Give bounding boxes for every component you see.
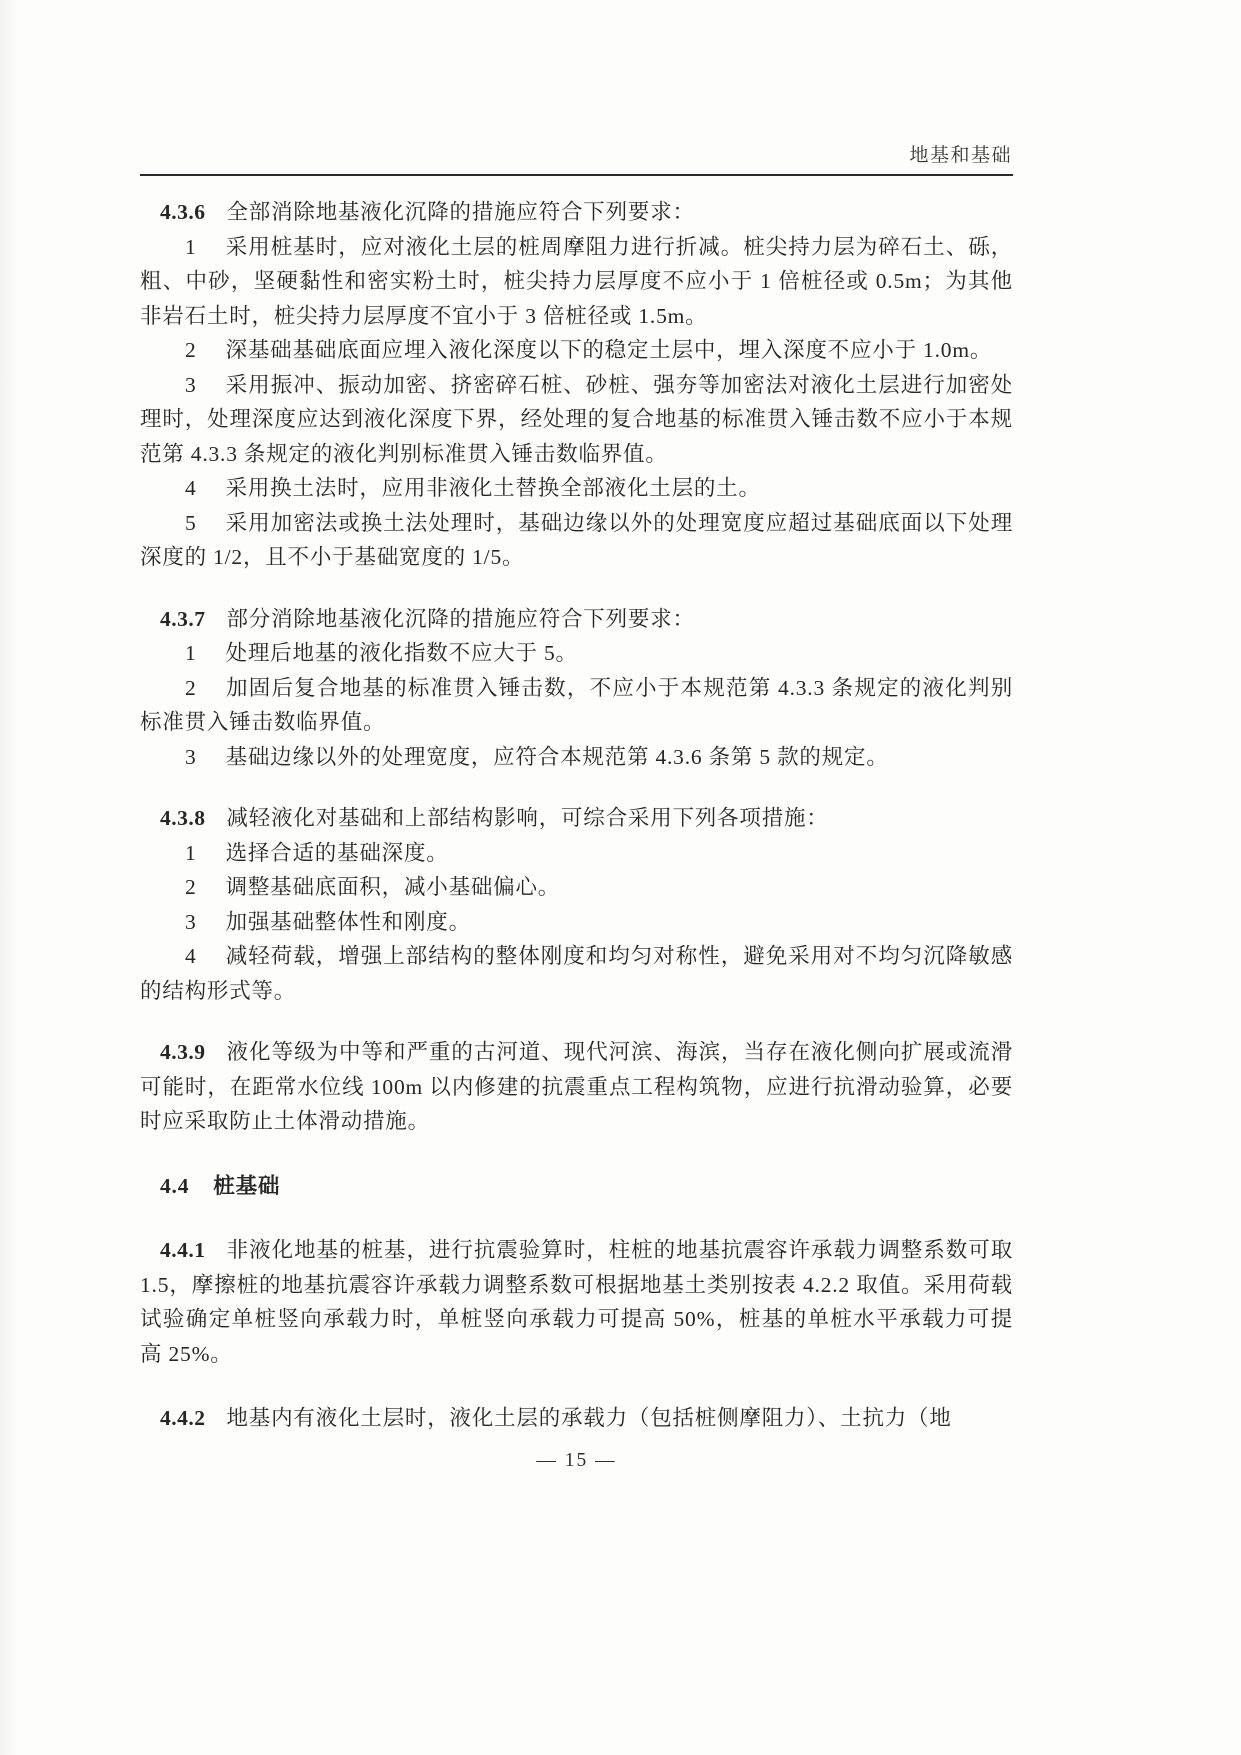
item-number: 3 (185, 909, 197, 934)
clause-text: 全部消除地基液化沉降的措施应符合下列要求： (226, 200, 695, 224)
item-4-3-6-4 (140, 471, 1013, 506)
item-4-3-8-2 (140, 870, 1013, 905)
clause-text: 非液化地基的桩基，进行抗震验算时，柱桩的地基抗震容许承载力调整系数可取 1.5，摩擦桩的地基抗震容许承载力调整系数可根据地基土类别按表 4.2.2 取值。采用荷载试验确定单桩竖向承载力时，单桩竖向承载力可提高 50%，桩基的单桩水平承载力可提高 25%。 (140, 1238, 1013, 1366)
item-text: 基础边缘以外的处理宽度，应符合本规范第 4.3.6 条第 5 款的规定。 (225, 744, 889, 769)
item-text: 选择合适的基础深度。 (225, 840, 449, 865)
clause-text: 液化等级为中等和严重的古河道、现代河滨、海滨，当存在液化侧向扩展或流滑可能时，在距常水位线 100m 以内修建的抗震重点工程构筑物，应进行抗滑动验算，必要时应采取防止土体滑动措施。 (140, 1040, 1013, 1133)
item-text: 采用振冲、振动加密、挤密碎石桩、砂桩、强夯等加密法对液化土层进行加密处理时，处理深度应达到液化深度下界，经处理的复合地基的标准贯入锤击数不应小于本规范第 4.3.3 条规定的液化判别标准贯入锤击数临界值。 (140, 372, 1013, 466)
section-number: 4.4 (160, 1173, 190, 1198)
clause-4-3-7 (140, 602, 1013, 637)
item-number: 3 (185, 744, 197, 769)
clause-4-4-1 (140, 1233, 1013, 1371)
item-4-3-6-2 (140, 333, 1013, 368)
item-number: 4 (185, 944, 197, 968)
item-4-3-6-5 (140, 506, 1013, 575)
item-number: 3 (185, 372, 197, 397)
item-4-3-8-4 (140, 939, 1013, 1008)
item-4-3-6-3 (140, 368, 1013, 472)
clause-text: 部分消除地基液化沉降的措施应符合下列要求： (226, 606, 695, 631)
item-number: 5 (185, 510, 197, 535)
clause-number: 4.3.7 (160, 606, 206, 631)
item-number: 2 (185, 675, 197, 700)
item-text: 采用换土法时，应用非液化土替换全部液化土层的土。 (225, 476, 761, 500)
item-number: 2 (185, 875, 197, 899)
clause-text: 地基内有液化土层时，液化土层的承载力（包括桩侧摩阻力）、土抗力（地 (226, 1406, 952, 1430)
item-4-3-7-2 (140, 671, 1013, 740)
page-header (140, 140, 1013, 176)
clause-text: 减轻液化对基础和上部结构影响，可综合采用下列各项措施： (226, 806, 829, 830)
item-text: 处理后地基的液化指数不应大于 5。 (225, 641, 578, 665)
clause-number: 4.4.1 (160, 1238, 206, 1262)
item-text: 深基础基础底面应埋入液化深度以下的稳定土层中，埋入深度不应小于 1.0m。 (225, 338, 993, 362)
document-body (140, 176, 1013, 1436)
item-4-3-7-1 (140, 636, 1013, 671)
item-4-3-6-1 (140, 230, 1013, 334)
item-text: 加固后复合地基的标准贯入锤击数，不应小于本规范第 4.3.3 条规定的液化判别标准贯入锤击数临界值。 (140, 675, 1013, 734)
clause-4-4-2 (140, 1401, 1013, 1436)
item-number: 1 (185, 641, 197, 665)
clause-number: 4.3.6 (160, 200, 206, 224)
clause-4-3-9 (140, 1035, 1013, 1139)
clause-number: 4.4.2 (160, 1406, 206, 1430)
item-text: 调整基础底面积，减小基础偏心。 (225, 875, 561, 899)
item-text: 采用加密法或换土法处理时，基础边缘以外的处理宽度应超过基础底面以下处理深度的 1/2，且不小于基础宽度的 1/5。 (140, 510, 1013, 569)
clause-number: 4.3.9 (160, 1040, 206, 1064)
section-heading-4-4 (140, 1169, 1013, 1204)
item-text: 减轻荷载，增强上部结构的整体刚度和均匀对称性，避免采用对不均匀沉降敏感的结构形式等。 (140, 944, 1013, 1003)
page-content (140, 140, 1013, 1472)
clause-4-3-8 (140, 801, 1013, 836)
page-number: — 15 — (536, 1449, 617, 1471)
item-number: 1 (185, 840, 197, 865)
item-number: 1 (185, 234, 197, 259)
item-number: 2 (185, 338, 197, 362)
item-4-3-8-3 (140, 905, 1013, 940)
section-title: 桩基础 (213, 1173, 281, 1198)
page-footer (140, 1450, 1013, 1472)
running-head-title: 地基和基础 (909, 145, 1012, 166)
item-text: 加强基础整体性和刚度。 (225, 909, 471, 934)
item-text: 采用桩基时，应对液化土层的桩周摩阻力进行折减。桩尖持力层为碎石土、砾，粗、中砂，坚硬黏性和密实粉土时，桩尖持力层厚度不应小于 1 倍桩径或 0.5m；为其他非岩石土时，桩尖持力层厚度不宜小于 3 倍桩径或 1.5m。 (140, 234, 1013, 328)
item-number: 4 (185, 476, 197, 500)
clause-4-3-6 (140, 195, 1013, 230)
item-4-3-7-3 (140, 740, 1013, 775)
clause-number: 4.3.8 (160, 806, 206, 830)
item-4-3-8-1 (140, 836, 1013, 871)
